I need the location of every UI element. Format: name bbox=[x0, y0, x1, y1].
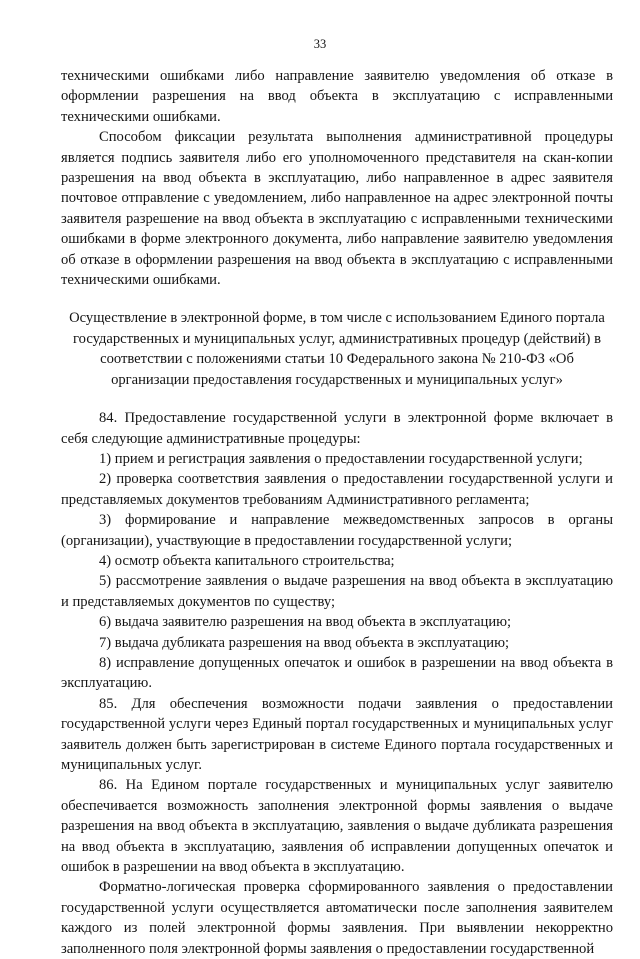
list-item-5: 5) рассмотрение заявления о выдаче разрешения на ввод объекта в эксплуатацию и представляемых документов по существу; bbox=[61, 573, 613, 610]
list-item-1: 1) прием и регистрация заявления о предоставлении государственной услуги; bbox=[99, 450, 583, 467]
paragraph-84-intro: 84. Предоставление государственной услуги в электронной форме включает в себя следующие административные процедуры: bbox=[61, 410, 613, 447]
list-item-8: 8) исправление допущенных опечаток и ошибок в разрешении на ввод объекта в эксплуатацию. bbox=[61, 654, 613, 692]
list-item-3: 3) формирование и направление межведомственных запросов в органы (организации), участвующие в предоставлении государственной услуги; bbox=[61, 512, 613, 549]
paragraph-fixation-method: Способом фиксации результата выполнения административной процедуры является подпись заявителя либо его уполномоченного представителя на скан-копии разрешения на ввод объекта в эксплуатацию, либо направленное в адрес заявителя почтовое отправление с уведомлением, либо направленное на адрес электронной почты заявителя разрешение на ввод объекта в эксплуатацию с исправленными техническими ошибками в форме электронного документа, либо направление заявителю уведомления об отказе в оформлении разрешения на ввод объекта в эксплуатацию с исправленными техническими ошибками. bbox=[61, 129, 613, 289]
list-item-4: 4) осмотр объекта капитального строительства; bbox=[99, 552, 395, 569]
list-item-7: 7) выдача дубликата разрешения на ввод объекта в эксплуатацию; bbox=[99, 634, 510, 651]
paragraph-85: 85. Для обеспечения возможности подачи заявления о предоставлении государственной услуги через Единый портал государственных и муниципальных услуг заявитель должен быть зарегистрирован в системе Единого портала государственных и муниципальных услуг. bbox=[61, 695, 613, 773]
paragraph-format-logic-check: Форматно-логическая проверка сформированного заявления о предоставлении государственной услуги осуществляется автоматически после заполнения заявителем каждого из полей электронной формы заявления. При выявлении некорректно заполненного поля электронной формы заявления о предоставлении государственной bbox=[61, 879, 613, 957]
section-heading: Осуществление в электронной форме, в том числе с использованием Единого портала государственных и муниципальных услуг, административных процедур (действий) в соответствии с положениями статьи 10 Федерального закона № 210-ФЗ «Об организации предоставления государственных и муниципальных услуг» bbox=[69, 310, 605, 388]
paragraph-86: 86. На Едином портале государственных и муниципальных услуг заявителю обеспечивается возможность заполнения электронной формы заявления о выдаче разрешения на ввод объекта в эксплуатацию, заявления о выдаче дубликата разрешения на ввод объекта в эксплуатацию, заявления об исправлении допущенных опечаток и ошибок в разрешении на ввод объекта в эксплуатацию. bbox=[61, 777, 613, 876]
list-item-6: 6) выдача заявителю разрешения на ввод объекта в эксплуатацию; bbox=[99, 614, 512, 631]
list-item-2: 2) проверка соответствия заявления о предоставлении государственной услуги и представляемых документов требованиям Административного регламента; bbox=[61, 471, 613, 508]
document-body bbox=[61, 66, 613, 959]
paragraph-continuation: техническими ошибками либо направление заявителю уведомления об отказе в оформлении разрешения на ввод объекта в эксплуатацию с исправленными техническими ошибками. bbox=[61, 68, 613, 125]
page-number: 33 bbox=[313, 37, 327, 51]
